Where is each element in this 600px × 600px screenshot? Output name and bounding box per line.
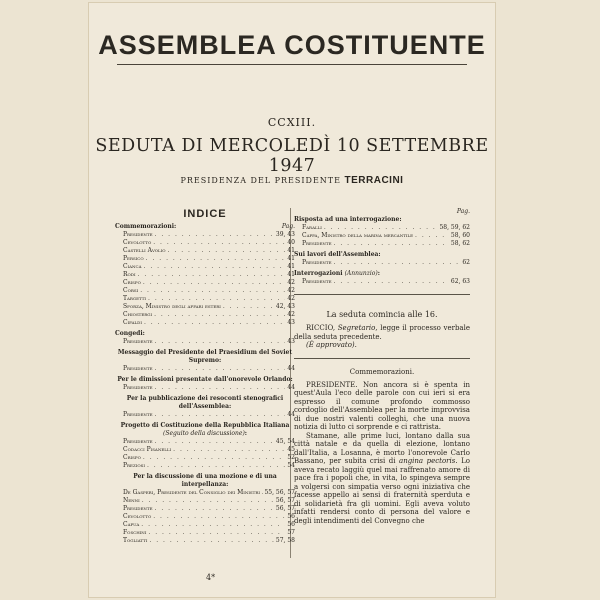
dot-leader bbox=[173, 446, 285, 454]
approval-note: (È approvato). bbox=[306, 341, 357, 349]
entry-page: 43 bbox=[287, 338, 295, 345]
index-entry bbox=[115, 411, 295, 419]
section-heading: Commemorazioni: bbox=[115, 223, 177, 230]
dot-leader bbox=[155, 505, 274, 513]
entry-name: Corsi bbox=[123, 287, 139, 294]
entry-name: Cevolotto bbox=[123, 513, 152, 520]
pubblicazione-list bbox=[115, 411, 295, 419]
entry-page: 39, 43 bbox=[275, 231, 295, 238]
index-entry bbox=[115, 438, 295, 446]
entry-name: Persico bbox=[123, 255, 144, 262]
entry-name: Cianca bbox=[123, 263, 142, 270]
index-entry bbox=[294, 259, 470, 267]
entry-name: Capua bbox=[123, 521, 140, 528]
paragraph-text: Stamane, alle prime luci, lontano dalla sua città natale e da quella di elezione, lontano dall'Italia, a Losanna, è morto l'onorevole Carlo Bassano, per subita crisi di bbox=[294, 431, 470, 465]
index-section-commemorazioni bbox=[115, 223, 295, 231]
entry-page: 56, 57 bbox=[275, 497, 295, 504]
dot-leader bbox=[148, 295, 285, 303]
index-entry bbox=[115, 319, 295, 327]
entry-page: 42, 43 bbox=[275, 303, 295, 310]
entry-name: Preziosi bbox=[123, 462, 145, 469]
speaker-role: Segretario, bbox=[337, 324, 378, 332]
dot-leader bbox=[155, 384, 286, 392]
pag-label-right: Pag. bbox=[456, 208, 470, 215]
entry-page: 56 bbox=[287, 521, 295, 528]
paragraph-text: Lo aveva recato laggiù quel mai raffrenato amore di pace fra i popoli che, in vita, lo spingeva sempre a volgersi con simpatia verso ogni iniziativa che facesse appello ai sensi di fraternità sperduta e di solidarietà fra gli uomini. Egli aveva voluto infatti rendersi conto di persona del valore e degli intendimenti del Convegno che bbox=[294, 457, 470, 525]
dimissioni-list bbox=[115, 384, 295, 392]
entry-page: 42 bbox=[287, 279, 295, 286]
title-rule bbox=[117, 64, 467, 65]
index-entry bbox=[115, 521, 295, 529]
dot-leader bbox=[334, 259, 461, 267]
entry-name: Togliatti bbox=[123, 537, 148, 544]
dot-leader bbox=[149, 537, 274, 545]
dot-leader bbox=[334, 240, 449, 248]
index-entry bbox=[115, 505, 295, 513]
entry-name: Cevolotto bbox=[123, 239, 152, 246]
index-entry bbox=[115, 497, 295, 505]
entry-page: 41 bbox=[287, 255, 295, 262]
presidency-label: PRESIDENZA DEL PRESIDENTE bbox=[180, 176, 341, 185]
entry-page: 58, 59, 62 bbox=[439, 224, 470, 231]
index-entry bbox=[115, 338, 295, 346]
entry-name: Presidente bbox=[123, 438, 153, 445]
index-section-congedi: Congedi: bbox=[115, 330, 145, 337]
entry-name: Presidente bbox=[123, 231, 153, 238]
dot-leader bbox=[155, 231, 274, 239]
entry-name: Presidente bbox=[123, 384, 153, 391]
index-entry bbox=[115, 454, 295, 462]
entry-page: 58, 60 bbox=[450, 232, 470, 239]
index-entry bbox=[115, 489, 295, 497]
dot-leader bbox=[140, 287, 285, 295]
index-right-column bbox=[294, 208, 470, 525]
section-note: (Annunzio) bbox=[344, 270, 378, 277]
assembly-title: ASSEMBLEA COSTITUENTE bbox=[98, 30, 486, 60]
dot-leader bbox=[153, 513, 285, 521]
index-entry bbox=[115, 287, 295, 295]
paragraph-italic: angina pectoris. bbox=[399, 457, 458, 465]
entry-page: 57, 58 bbox=[275, 537, 295, 544]
index-section-mozione: Per la discussione di una mozione e di una interpellanza: bbox=[133, 473, 277, 488]
progetto-list bbox=[115, 438, 295, 470]
dot-leader bbox=[168, 247, 286, 255]
index-entry bbox=[115, 263, 295, 271]
index-section-pubblicazione: Per la pubblicazione dei resoconti stenografici dell'Assemblea: bbox=[126, 395, 284, 410]
entry-page: 41 bbox=[287, 247, 295, 254]
entry-name: Cappa, Ministro della marina mercantile bbox=[302, 232, 414, 239]
congedi-list bbox=[115, 338, 295, 346]
entry-name: Presidente bbox=[123, 338, 153, 345]
entry-page: 58, 62 bbox=[450, 240, 470, 247]
entry-page: 54 bbox=[287, 462, 295, 469]
entry-name: Nenni bbox=[123, 497, 140, 504]
index-entry bbox=[294, 232, 470, 240]
index-entry bbox=[115, 529, 295, 537]
entry-page: 62 bbox=[462, 259, 470, 266]
entry-name: De Gasperi, Presidente del Consiglio dei Ministri bbox=[123, 489, 260, 496]
entry-page: 52 bbox=[287, 454, 295, 461]
dot-leader bbox=[146, 255, 286, 263]
section-heading: Progetto di Costituzione della Repubblica Italiana bbox=[120, 422, 290, 429]
entry-page: 57 bbox=[287, 529, 295, 536]
dot-leader bbox=[144, 263, 286, 271]
dot-leader bbox=[324, 224, 438, 232]
index-section-risposta: Risposta ad una interrogazione: bbox=[294, 216, 402, 223]
document-page bbox=[88, 2, 496, 598]
lavori-list bbox=[294, 259, 470, 267]
entry-name: Castelli Avolio bbox=[123, 247, 166, 254]
entry-name: Crispo bbox=[123, 279, 141, 286]
index-entry bbox=[115, 247, 295, 255]
dot-leader bbox=[141, 521, 285, 529]
dot-leader bbox=[155, 438, 274, 446]
signature-mark: 4* bbox=[206, 573, 216, 582]
entry-page: 44 bbox=[287, 384, 295, 391]
entry-name: Targetti bbox=[123, 295, 147, 302]
presidency-line bbox=[88, 175, 496, 186]
index-entry bbox=[115, 537, 295, 545]
dot-leader bbox=[142, 497, 274, 505]
entry-name: Sforza, Ministro degli affari esteri bbox=[123, 303, 221, 310]
index-section-progetto: Progetto di Costituzione della Repubblica Italiana (Seguito della discussione): bbox=[120, 422, 290, 437]
index-entry bbox=[294, 278, 470, 286]
index-end-rule bbox=[294, 294, 470, 295]
session-number: CCXIII. bbox=[267, 116, 317, 129]
index-entry bbox=[294, 240, 470, 248]
entry-page: 56 bbox=[287, 513, 295, 520]
session-opening: La seduta comincia alle 16. bbox=[326, 310, 438, 319]
entry-page: 62, 63 bbox=[450, 278, 470, 285]
entry-page: 45 bbox=[287, 446, 295, 453]
entry-page: 42 bbox=[287, 295, 295, 302]
dot-leader bbox=[415, 232, 449, 240]
entry-name: Presidente bbox=[123, 505, 153, 512]
entry-page: 40 bbox=[287, 239, 295, 246]
index-entry bbox=[115, 311, 295, 319]
index-left-column bbox=[115, 207, 295, 545]
president-name: TERRACINI bbox=[344, 175, 404, 186]
entry-page: 42 bbox=[287, 287, 295, 294]
commemorazioni-title: Commemorazioni. bbox=[349, 367, 415, 376]
dot-leader bbox=[154, 311, 285, 319]
index-title: INDICE bbox=[183, 208, 227, 220]
index-section-interrogazioni: Interrogazioni (Annunzio): bbox=[294, 270, 380, 277]
president-paragraph-2 bbox=[294, 432, 470, 526]
speaker-riccio: RICCIO, bbox=[306, 324, 336, 332]
index-entry bbox=[115, 462, 295, 470]
riccio-text: legge il processo verbale della seduta precedente. bbox=[294, 324, 470, 341]
dot-leader bbox=[143, 279, 285, 287]
index-entry bbox=[294, 224, 470, 232]
dot-leader bbox=[223, 303, 274, 311]
index-entry bbox=[115, 255, 295, 263]
entry-name: Crispo bbox=[123, 454, 141, 461]
dot-leader bbox=[262, 489, 263, 497]
index-entry bbox=[115, 513, 295, 521]
entry-name: Presidente bbox=[302, 278, 332, 285]
mozione-list bbox=[115, 489, 295, 545]
pag-label: Pag. bbox=[281, 223, 295, 230]
entry-name: Cifaldi bbox=[123, 319, 142, 326]
index-entry bbox=[115, 239, 295, 247]
section-note: (Seguito della discussione) bbox=[163, 430, 245, 437]
index-entry bbox=[115, 279, 295, 287]
riccio-paragraph bbox=[294, 324, 470, 341]
index-entry bbox=[115, 446, 295, 454]
dot-leader bbox=[334, 278, 449, 286]
section-rule bbox=[294, 358, 470, 359]
president-paragraph-1 bbox=[294, 381, 470, 432]
dot-leader bbox=[155, 365, 286, 373]
index-entry bbox=[115, 303, 295, 311]
entry-page: 42 bbox=[287, 311, 295, 318]
entry-page: 44 bbox=[287, 365, 295, 372]
dot-leader bbox=[155, 411, 286, 419]
risposta-list bbox=[294, 224, 470, 248]
entry-name: Faralli bbox=[302, 224, 322, 231]
index-section-lavori: Sui lavori dell'Assemblea: bbox=[294, 251, 381, 258]
entry-name: Codacci Pisanelli bbox=[123, 446, 172, 453]
entry-name: Presidente bbox=[302, 259, 332, 266]
index-entry bbox=[115, 384, 295, 392]
dot-leader bbox=[155, 338, 286, 346]
entry-page: 44 bbox=[287, 411, 295, 418]
entry-page: 41 bbox=[287, 263, 295, 270]
dot-leader bbox=[138, 271, 286, 279]
index-section-messaggio: Messaggio del Presidente del Praesidium del Soviet Supremo: bbox=[117, 349, 293, 364]
entry-page: 45, 54 bbox=[275, 438, 295, 445]
messaggio-list bbox=[115, 365, 295, 373]
entry-name: Rodi bbox=[123, 271, 136, 278]
entry-page: 41 bbox=[287, 271, 295, 278]
index-entry bbox=[115, 295, 295, 303]
dot-leader bbox=[147, 462, 285, 470]
session-date: SEDUTA DI MERCOLEDÌ 10 SETTEMBRE 1947 bbox=[95, 136, 489, 176]
interrogazioni-list bbox=[294, 278, 470, 286]
entry-name: Presidente bbox=[123, 411, 153, 418]
index-entry bbox=[115, 231, 295, 239]
entry-name: Presidente bbox=[302, 240, 332, 247]
dot-leader bbox=[148, 529, 285, 537]
index-entry bbox=[115, 271, 295, 279]
dot-leader bbox=[153, 239, 285, 247]
commemorazioni-list bbox=[115, 231, 295, 327]
speaker-presidente: PRESIDENTE. bbox=[306, 380, 358, 389]
entry-page: 43 bbox=[287, 319, 295, 326]
index-entry bbox=[115, 365, 295, 373]
entry-page: 55, 56, 57 bbox=[264, 489, 295, 496]
entry-name: Chiostergi bbox=[123, 311, 153, 318]
index-section-dimissioni: Per le dimissioni presentate dall'onorevole Orlando: bbox=[117, 376, 293, 383]
dot-leader bbox=[144, 319, 285, 327]
entry-name: Presidente bbox=[123, 365, 153, 372]
section-heading: Interrogazioni bbox=[294, 270, 343, 277]
entry-name: Foschini bbox=[123, 529, 147, 536]
paragraph-text: Non ancora si è spenta in quest'Aula l'eco delle parole con cui ieri si era espresso il comune profondo commosso cordoglio dell'Assemblea per la morte improvvisa di due nostri valenti colleghi, che una nuova notizia di lutto ci sorprende e ci rattrista. bbox=[294, 380, 470, 431]
entry-page: 56, 57 bbox=[275, 505, 295, 512]
dot-leader bbox=[143, 454, 285, 462]
